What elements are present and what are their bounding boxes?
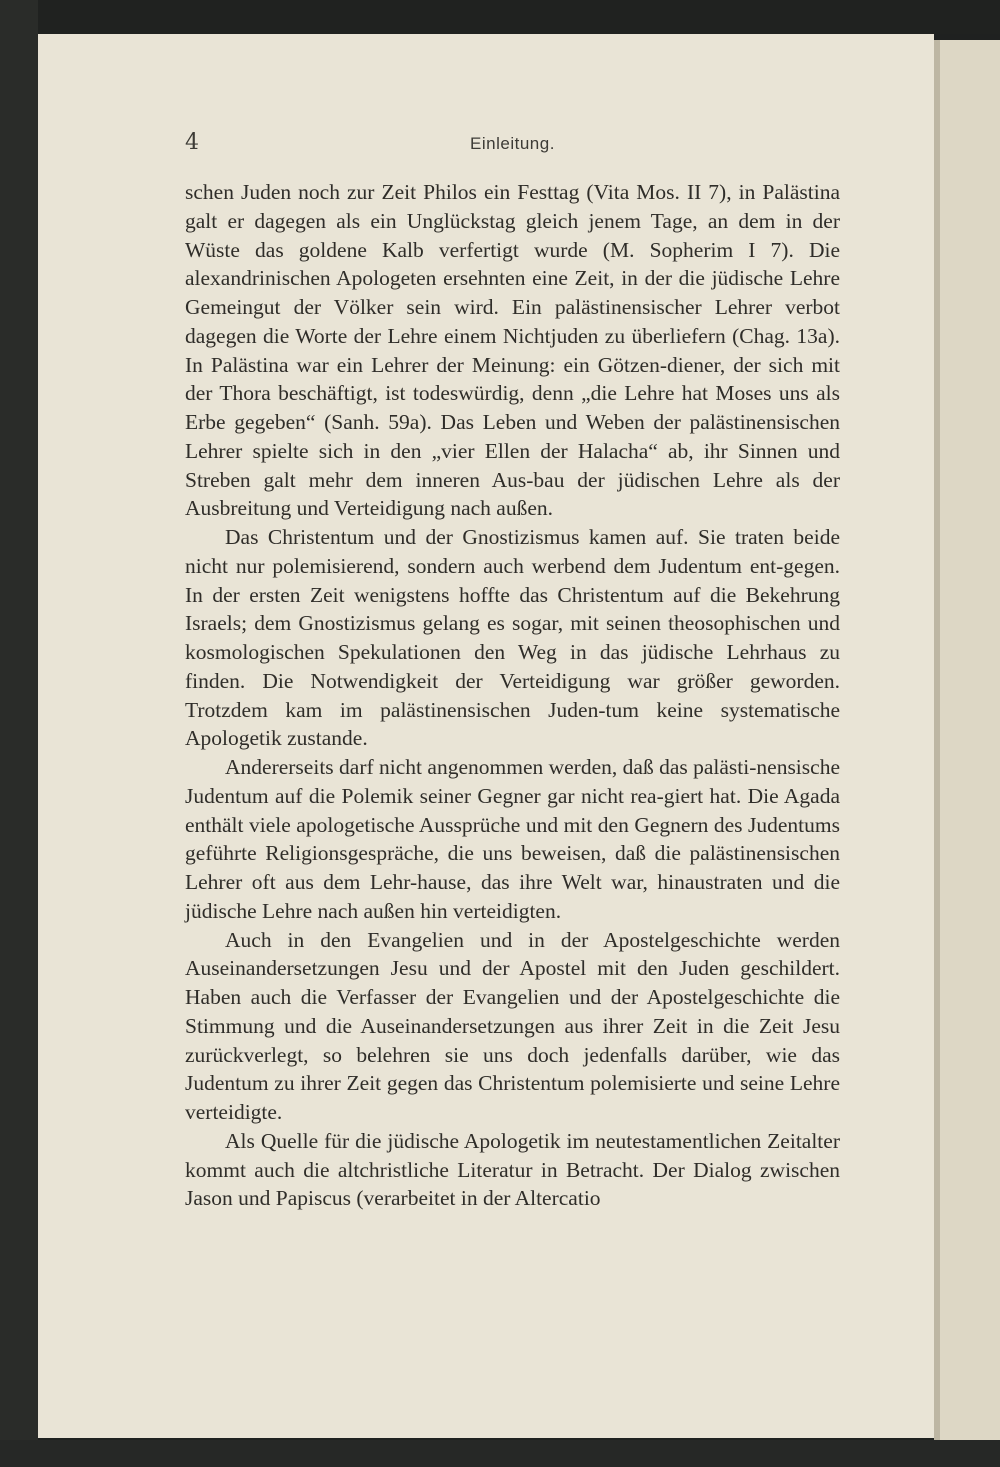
paragraph: Das Christentum und der Gnostizismus kamen auf. Sie traten beide nicht nur polemisierend, sondern auch werbend dem Judentum ent-gegen. In der ersten Zeit wenigstens hoffte das Christentum auf die Bekehrung Israels; dem Gnostizismus gelang es sogar, mit seinen theosophischen und kosmologischen Spekulationen den Weg in das jüdische Lehrhaus zu finden. Die Notwendigkeit der Verteidigung war größer geworden. Trotzdem kam im palästinensischen Juden-tum keine systematische Apologetik zustande. bbox=[185, 525, 840, 751]
page-header bbox=[185, 128, 840, 158]
page-edge-shadow bbox=[934, 40, 940, 1440]
paragraph: schen Juden noch zur Zeit Philos ein Festtag (Vita Mos. II 7), in Palästina galt er dagegen als ein Unglückstag gleich jenem Tage, an dem in der Wüste das goldene Kalb verfertigt wurde (M. Sopherim I 7). Die alexandrinischen Apologeten ersehnten eine Zeit, in der die jüdische Lehre Gemeingut der Völker sein wird. Ein palästinensischer Lehrer verbot dagegen die Worte der Lehre einem Nichtjuden zu überliefern (Chag. 13a). In Palästina war ein Lehrer der Meinung: ein Götzen-diener, der sich mit der Thora beschäftigt, ist todeswürdig, denn „die Lehre hat Moses uns als Erbe gegeben“ (Sanh. 59a). Das Leben und Weben der palästinensischen Lehrer spielte sich in den „vier Ellen der Halacha“ ab, ihr Sinnen und Streben galt mehr dem inneren Aus-bau der jüdischen Lehre als der Ausbreitung und Verteidigung nach außen. bbox=[185, 180, 840, 521]
page-edge-right bbox=[934, 40, 1000, 1440]
book-cover-left bbox=[0, 0, 38, 1467]
body-text bbox=[185, 178, 840, 1213]
book-cover-top bbox=[0, 0, 1000, 34]
paragraph: Andererseits darf nicht angenommen werden, daß das palästi-nensische Judentum auf die Polemik seiner Gegner gar nicht rea-giert hat. Die Agada enthält viele apologetische Aussprüche und mit den Gegnern des Judentums geführte Religionsgespräche, die uns beweisen, daß die palästinensischen Lehrer oft aus dem Lehr-hause, das ihre Welt war, hinaustraten und die jüdische Lehre nach außen hin verteidigten. bbox=[185, 755, 840, 923]
page-number: 4 bbox=[185, 130, 199, 155]
book-cover-bottom bbox=[0, 1440, 1000, 1467]
running-head: Einleitung. bbox=[470, 134, 555, 153]
paragraph: Auch in den Evangelien und in der Apostelgeschichte werden Auseinandersetzungen Jesu und der Apostel mit den Juden geschildert. Haben auch die Verfasser der Evangelien und der Apostelgeschichte die Stimmung und die Auseinandersetzungen aus ihrer Zeit in die Zeit Jesu zurückverlegt, so belehren sie uns doch jedenfalls darüber, wie das Judentum zu ihrer Zeit gegen das Christentum polemisierte und seine Lehre verteidigte. bbox=[185, 927, 840, 1124]
paragraph: Als Quelle für die jüdische Apologetik im neutestamentlichen Zeitalter kommt auch die altchristliche Literatur in Betracht. Der Dialog zwischen Jason und Papiscus (verarbeitet in der Altercatio bbox=[185, 1128, 840, 1211]
